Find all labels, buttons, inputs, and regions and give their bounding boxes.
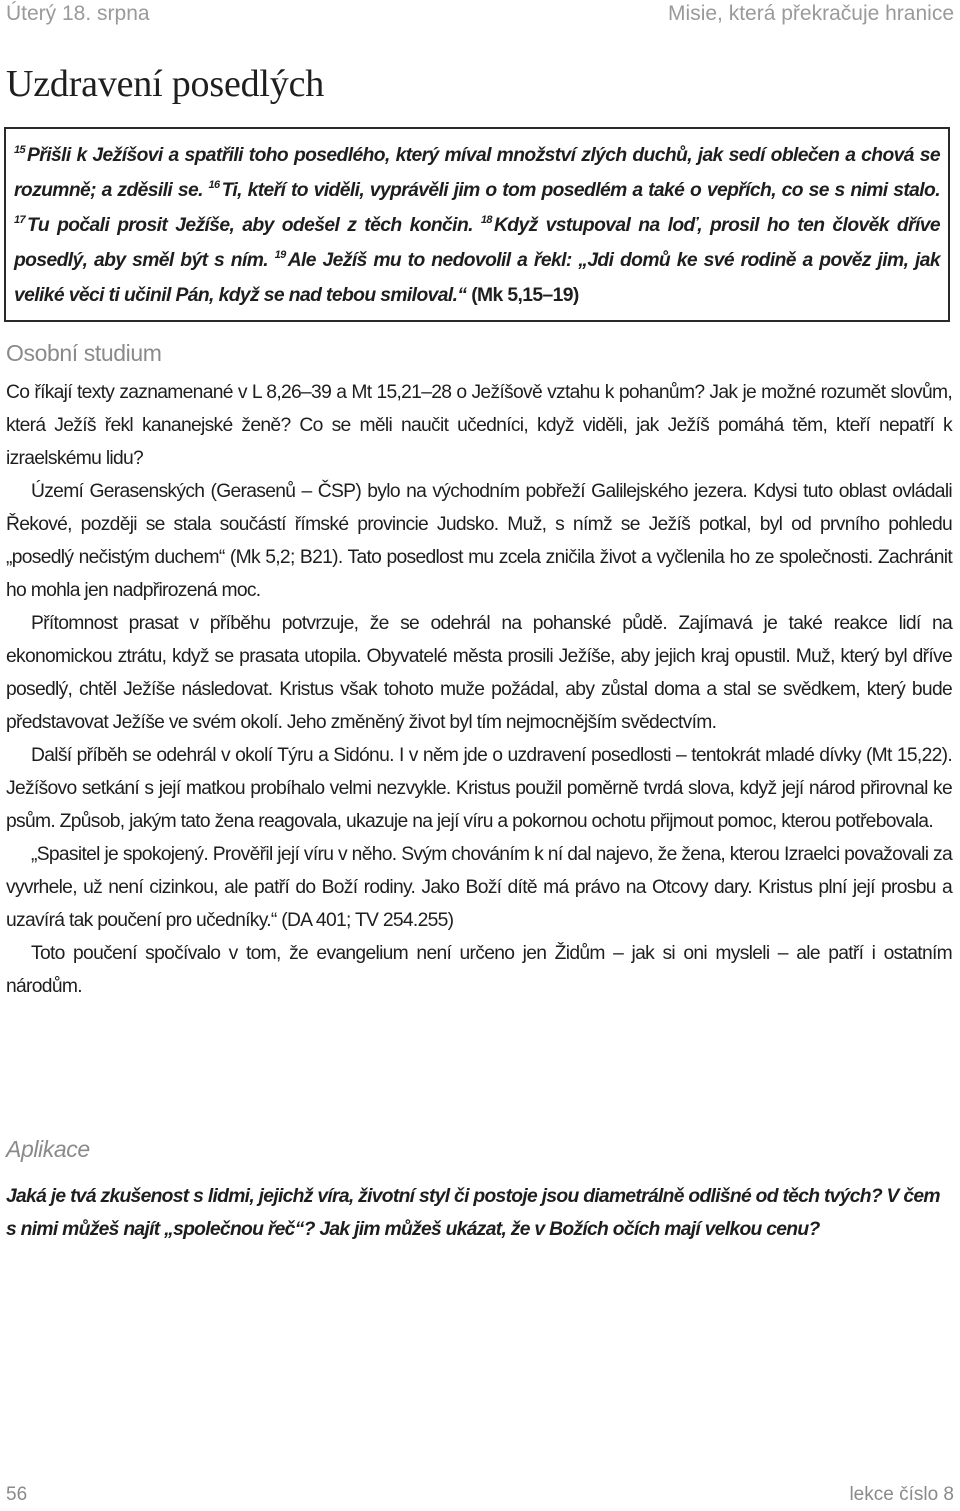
verse-number: 16 bbox=[208, 179, 220, 191]
verse-text: Přišli k Ježíšovi a spatřili toho posedlého, který míval množství zlých duchů, jak sedí oblečen a chová se rozumně; a zděsili se. bbox=[14, 145, 940, 201]
study-paragraph: Území Gerasenských (Gerasenů – ČSP) bylo na východním pobřeží Galilejského jezera. Kdysi tuto oblast ovládali Řekové, později se stala součástí římské provincie Judsko. Muž, s nímž se Ježíš potkal, byl od prvního pohledu „posedlý nečistým duchem“ (Mk 5,2; B21). Tato posedlost mu zcela zničila život a vyčlenila ho ze společnosti. Zachránit ho mohla jen nadpřirozená moc. bbox=[6, 481, 952, 601]
study-paragraph: Další příběh se odehrál v okolí Týru a Sidónu. I v něm jde o uzdravení posedlosti – tentokrát mladé dívky (Mt 15,22). Ježíšovo setkání s její matkou probíhalo velmi nezvykle. Kristus použil poměrně tvrdá slova, když její národ přirovnal ke psům. Způsob, jakým tato žena reagovala, ukazuje na její víru a pokornou ochotu přijmout pomoc, kterou potřebovala. bbox=[6, 745, 952, 832]
study-paragraph: „Spasitel je spokojený. Prověřil její víru v něho. Svým chováním k ní dal najevo, že žena, kterou Izraelci považovali za vyvrhele, už není cizinkou, ale patří do Boží rodiny. Jako Boží dítě má právo na Otcovy dary. Kristus plní její prosbu a uzavírá tak poučení pro učedníky.“ (DA 401; TV 254.255) bbox=[6, 844, 952, 931]
page-number: 56 bbox=[6, 1484, 28, 1505]
verse-text: Tu počali prosit Ježíše, aby odešel z těch končin. bbox=[27, 215, 473, 236]
study-paragraph: Přítomnost prasat v příběhu potvrzuje, že se odehrál na pohanské půdě. Zajímavá je také reakce lidí na ekonomickou ztrátu, když se prasata utopila. Obyvatelé města prosili Ježíše, aby jejich kraj opustil. Muž, který byl dříve posedlý, chtěl Ježíše následovat. Kristus však tohoto muže požádal, aby zůstal doma a stal se svědkem, který bude představovat Ježíše ve svém okolí. Jeho změněný život byl tím nejmocnějším svědectvím. bbox=[6, 613, 952, 733]
verse-text: Ti, kteří to viděli, vyprávěli jim o tom posedlém a také o vepřích, co se s nimi stalo. bbox=[221, 180, 940, 201]
lesson-label: lekce číslo 8 bbox=[849, 1484, 954, 1505]
study-heading: Osobní studium bbox=[6, 340, 162, 366]
page-footer bbox=[6, 1484, 954, 1510]
verse-number: 17 bbox=[14, 214, 26, 226]
study-body bbox=[6, 376, 952, 1003]
verse-text: Když vstupoval na loď, prosil ho ten člověk dříve posedlý, aby směl být s ním. bbox=[14, 215, 940, 271]
scripture-reference: (Mk 5,15–19) bbox=[471, 285, 579, 306]
application-text: Jaká je tvá zkušenost s lidmi, jejichž víra, životní styl či postoje jsou diametrálně odlišné od těch tvých? V čem s nimi můžeš najít „společnou řeč“? Jak jim můžeš ukázat, že v Božích očích mají velkou cenu? bbox=[6, 1186, 940, 1240]
verse-number: 18 bbox=[480, 214, 492, 226]
study-paragraph: Co říkají texty zaznamenané v L 8,26–39 a Mt 15,21–28 o Ježíšově vztahu k pohanům? Jak je možné rozumět slovům, která Ježíš řekl kananejské ženě? Co se měli naučit učedníci, když viděli, jak Ježíš pomáhá těm, kteří nepatří k izraelskému lidu? bbox=[6, 382, 952, 469]
study-paragraph: Toto poučení spočívalo v tom, že evangelium není určeno jen Židům – jak si oni mysleli – ale patří i ostatním národům. bbox=[6, 943, 952, 997]
header-date: Úterý 18. srpna bbox=[6, 2, 150, 25]
header-series-title: Misie, která překračuje hranice bbox=[668, 2, 954, 25]
page-header bbox=[6, 2, 954, 32]
page-title: Uzdravení posedlých bbox=[6, 63, 325, 105]
verse-number: 15 bbox=[14, 144, 26, 156]
verse-text: Ale Ježíš mu to nedovolil a řekl: „Jdi domů ke své rodině a pověz jim, jak veliké věci ti učinil Pán, když se nad tebou smiloval.“ bbox=[14, 250, 940, 306]
scripture-box bbox=[4, 127, 950, 322]
application-heading: Aplikace bbox=[6, 1136, 90, 1162]
verse-number: 19 bbox=[274, 249, 286, 261]
